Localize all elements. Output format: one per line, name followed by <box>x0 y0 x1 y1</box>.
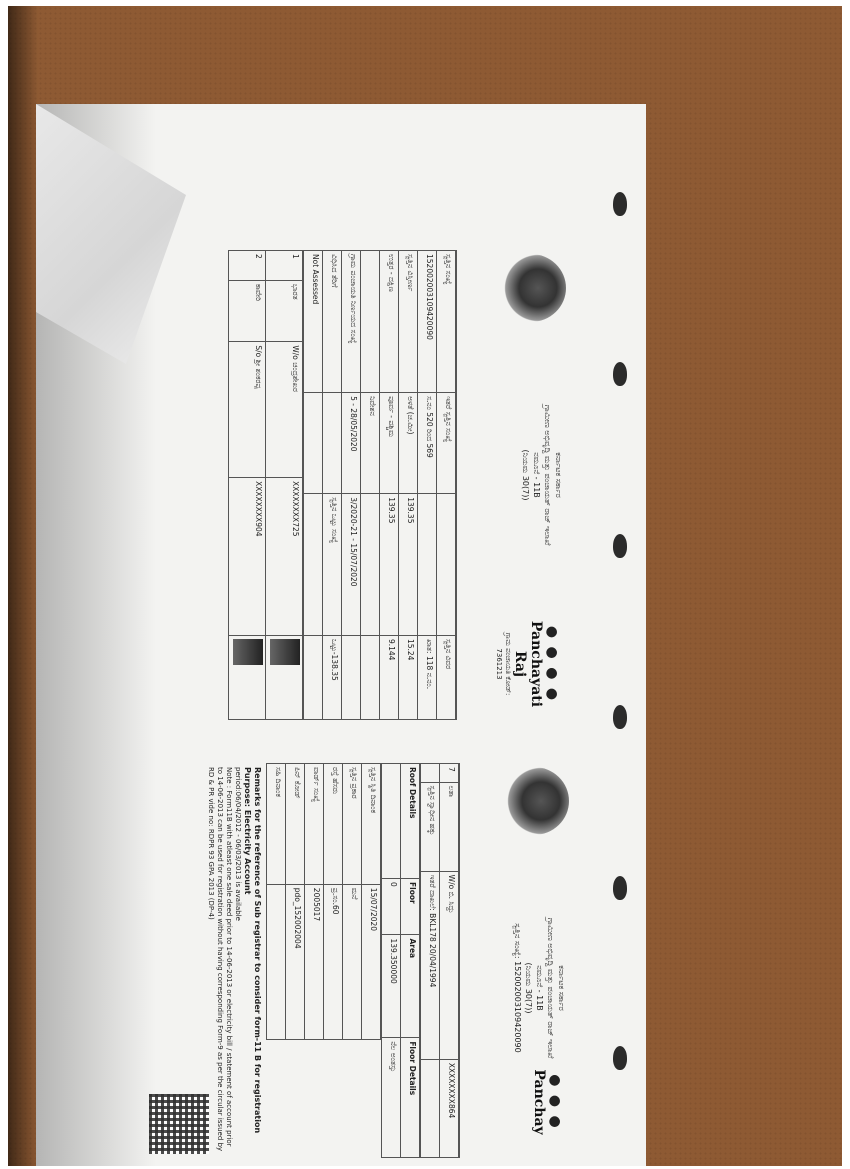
table-cell: 2 <box>229 251 266 281</box>
logo-name: Panchay <box>531 1069 547 1135</box>
header-line: ನಮೂನೆ - 11B <box>532 452 541 498</box>
remarks-period: period:06/04/2012 - 06/03/2013 is available <box>234 767 242 921</box>
table-cell <box>361 494 380 636</box>
owner-table <box>420 763 459 1158</box>
table-row <box>399 251 418 720</box>
table-row <box>440 764 459 1158</box>
table-cell: ಲತಾ <box>440 782 459 871</box>
table-cell: 152002003109420090 <box>418 251 437 393</box>
property-details-table <box>303 250 456 720</box>
table-cell: ಸ್ವತ್ತಿನ ವಿಸ್ತೀರ್ಣ <box>399 251 418 393</box>
table-row <box>324 764 343 1040</box>
table-cell: ಒಟ್ಟು-138.35 <box>323 635 342 719</box>
table-row <box>437 251 456 720</box>
punch-hole-6 <box>613 1046 627 1070</box>
header-line: ಸ್ವತ್ತಿನ ಸಂಖ್ಯೆ: 152002003109420090 <box>513 923 522 1053</box>
table-cell: 1 <box>266 251 303 281</box>
table-row <box>362 764 381 1040</box>
table-cell: Not Assessed <box>304 251 323 393</box>
table-cell <box>418 494 437 636</box>
punch-hole-2 <box>613 362 627 386</box>
table-cell: ರಸ್ತೆ ಹೆಸರು <box>324 764 343 885</box>
table-cell: 9.144 <box>380 635 399 719</box>
table-cell: ಪೂರ್ವ - ಪಶ್ಚಿಮ <box>380 393 399 494</box>
table-cell <box>304 494 323 636</box>
table-cell <box>266 636 303 720</box>
table-cell: Floor <box>401 879 420 935</box>
table-cell <box>421 1059 440 1157</box>
table-cell: ಪಿನ್ ಕೋಡ್ <box>286 764 305 885</box>
table-cell: ಖಾತ: 118 ನ.ನಂ. <box>418 635 437 719</box>
form-11b-page-2 <box>145 763 575 1158</box>
table-cell: ಇತರೆ ಸ್ವತ್ತಿನ ಸಂಖ್ಯೆ <box>437 393 456 494</box>
table-cell: ಅಳತೆ (ಚ.ಮೀ) <box>399 393 418 494</box>
table-cell: 0 <box>382 879 401 935</box>
table-cell: W/o ಚಂದ್ರಶೇಖರ <box>266 342 303 478</box>
table-cell: 139.35 <box>399 494 418 636</box>
table-cell: ಸ್ವತ್ತಿನ ಸ್ವಾಧೀನ ಹಕ್ಕು <box>421 782 440 871</box>
table-cell <box>229 636 266 720</box>
table-cell: S/o ಶ್ರೀ ಶಂಕರಪ್ಪ <box>229 342 266 478</box>
remarks-note: Note : Form11B with atleast one sale deed prior to 14-06-2013 or electricity bill / statement of account prior to 14-06-2013 can be used for registration without having corresponding Form-9 as per the circular issued by RD & PR vide no: RDPR 93 GPA 2013 (DP-4) <box>207 767 233 1152</box>
table-row <box>267 764 286 1040</box>
table-cell: ವಿಧಿಸಿದ ತೆರಿಗೆ <box>323 251 342 393</box>
header-line: ಗ್ರಾಮೀಣ ಅಭಿವೃದ್ಧಿ ಮತ್ತು ಪಂಚಾಯತ್ ರಾಜ್ ಇಲಾಖೆ <box>546 917 555 1059</box>
table-row <box>286 764 305 1040</box>
table-cell: ಸ್ವತ್ತಿನ ಪ್ರಕಾರ <box>343 764 362 885</box>
header-line: ನಮೂನೆ - 11B <box>535 965 544 1011</box>
board-edge-shadow <box>8 6 38 1166</box>
karnataka-emblem-icon <box>496 254 566 322</box>
document-header <box>456 250 572 720</box>
table-cell <box>382 764 401 879</box>
table-cell: 5 - 28/05/2020 <box>342 393 361 494</box>
table-cell: ಪ್ರ.ಸಂ.60 <box>324 884 343 1039</box>
header-line: (ನಿಯಮ 30(7)) <box>521 449 530 501</box>
logo-dots-icon: ● ● ● ● <box>544 625 560 703</box>
table-cell: W/o ಬಿ. ಸಿದ್ದು <box>440 871 459 1059</box>
document-header <box>459 763 575 1158</box>
table-cell: ಸ್ವತ್ತಿನ ಒಟ್ಟು ಸಂಖ್ಯೆ <box>323 494 342 636</box>
logo-dots-icon: ● ● ● <box>547 1074 563 1130</box>
qr-code-icon <box>149 1094 209 1154</box>
table-row <box>342 251 361 720</box>
table-cell <box>323 393 342 494</box>
table-cell <box>304 635 323 719</box>
header-line: ಕರ್ನಾಟಕ ಸರ್ಕಾರ <box>554 452 563 498</box>
table-cell: Roof Details <box>401 764 420 879</box>
table-cell: ವಾರ್ಡ್ ಸಂಖ್ಯೆ <box>305 764 324 885</box>
panchayati-raj-logo <box>531 1054 563 1150</box>
table-cell: ಕಾವೇರಿ <box>229 280 266 342</box>
table-row <box>266 251 303 720</box>
table-cell: ನಿವೇಶನ <box>361 393 380 494</box>
table-cell: ಮನೆ <box>343 884 362 1039</box>
table-cell: ಇತರೆ ದಾಖಲೆ: BKL178 20/04/1994 <box>421 871 440 1059</box>
panchayati-raj-logo <box>495 616 560 712</box>
table-cell: ಉತ್ತರ - ದಕ್ಷಿಣ <box>380 251 399 393</box>
table-cell: 15.24 <box>399 635 418 719</box>
table-cell: 7 <box>440 764 459 783</box>
punch-hole-5 <box>613 876 627 900</box>
table-cell <box>437 494 456 636</box>
table-cell: ಗ್ರಾಮ ಪಂಚಾಯತಿ ನಿರ್ಣಯದ ಸಂಖ್ಯೆ <box>342 251 361 393</box>
table-cell <box>421 764 440 783</box>
table-cell: ಸ್ವತ್ತಿನ ಸಂಖ್ಯೆ <box>437 251 456 393</box>
table-row <box>380 251 399 720</box>
table-cell: 139.350000 <box>382 935 401 1038</box>
table-cell: XXXXXXXX864 <box>440 1059 459 1157</box>
header-line: ಕರ್ನಾಟಕ ಸರ್ಕಾರ <box>557 965 566 1011</box>
table-row <box>229 251 266 720</box>
table-cell <box>361 635 380 719</box>
owner-photo <box>233 639 263 665</box>
table-row <box>382 764 401 1158</box>
owners-table <box>228 250 303 720</box>
table-cell <box>304 393 323 494</box>
table-row <box>401 764 420 1158</box>
punch-hole-1 <box>613 192 627 216</box>
table-cell: ಸ್ವತ್ತಿನ ವಿವರ <box>437 635 456 719</box>
table-cell: Floor Details <box>401 1038 420 1158</box>
table-cell: ಸ.ನಂ 520 ರಿಂದ 569 <box>418 393 437 494</box>
header-text <box>520 340 564 610</box>
owner-photo <box>270 639 300 665</box>
form-11b-page-1 <box>134 250 572 720</box>
extra-details-table <box>266 763 381 1040</box>
table-cell: ಸ್ವತ್ತಿನ ಸ್ಥಿತಿ ದಿನಾಂಕ <box>362 764 381 885</box>
table-row <box>305 764 324 1040</box>
panchayat-code: ಗ್ರಾಮ ಪಂಚಾಯತಿ ಕೋಡ್: 7361213 <box>495 632 512 696</box>
table-row <box>418 251 437 720</box>
table-cell <box>361 251 380 393</box>
table-cell: XXXXXXXX725 <box>266 478 303 636</box>
roof-details-table <box>381 763 420 1158</box>
table-cell <box>342 635 361 719</box>
table-cell: Area <box>401 935 420 1038</box>
table-cell: ನೆಲ ಅಂತಸ್ತು <box>382 1038 401 1158</box>
punch-hole-4 <box>613 705 627 729</box>
table-row <box>361 251 380 720</box>
table-cell: ಭಾರತ <box>266 280 303 342</box>
header-line: ಗ್ರಾಮೀಣ ಅಭಿವೃದ್ಧಿ ಮತ್ತು ಪಂಚಾಯತ್ ರಾಜ್ ಇಲಾಖೆ <box>543 404 552 546</box>
table-row <box>421 764 440 1158</box>
header-line: (ನಿಯಮ 30(7)) <box>524 962 533 1014</box>
remarks-title: Remarks for the reference of Sub registrar to consider form-11 B for registration Purpose: Electricity Account <box>243 767 262 1134</box>
logo-name: Panchayati Raj <box>512 620 544 708</box>
table-row <box>323 251 342 720</box>
table-cell: 3/2020-21 - 15/07/2020 <box>342 494 361 636</box>
table-cell: 139.35 <box>380 494 399 636</box>
table-cell <box>267 884 286 1039</box>
table-cell: pdo_152002004 <box>286 884 305 1039</box>
table-cell: ಸಹಿ ದಿನಾಂಕ <box>267 764 286 885</box>
table-cell: 2005017 <box>305 884 324 1039</box>
punch-hole-3 <box>613 534 627 558</box>
remarks-section <box>202 763 266 1158</box>
table-cell: XXXXXXXX904 <box>229 478 266 636</box>
table-row <box>304 251 323 720</box>
table-cell: 15/07/2020 <box>362 884 381 1039</box>
karnataka-emblem-icon <box>499 767 569 835</box>
table-row <box>343 764 362 1040</box>
